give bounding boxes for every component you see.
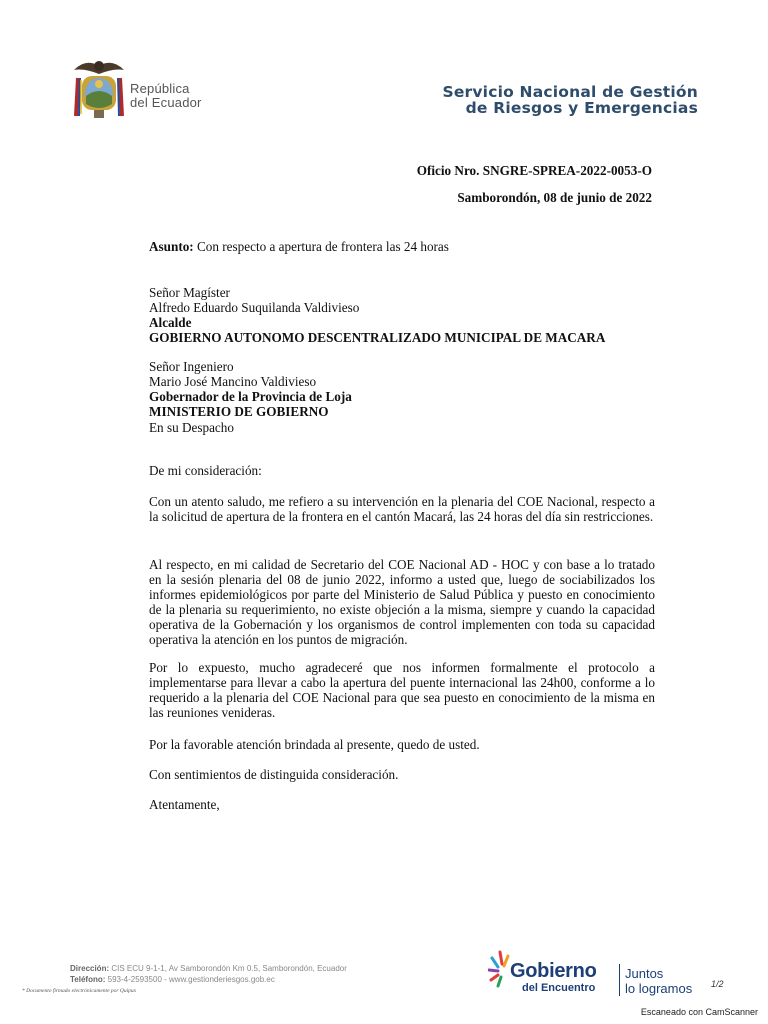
agency-name-line2: de Riesgos y Emergencias: [465, 99, 698, 117]
recipient1-title: Señor Magíster: [149, 285, 230, 300]
paragraph-3: Por lo expuesto, mucho agradeceré que nos informen formalmente el protocolo a implementarse para llevar a cabo la apertura del puente internacional las 24h00, conforme a lo requerido a la plenaria del COE Nacional para que sea puesto en conocimiento de la misma en las reuniones venideras.: [149, 660, 655, 720]
recipient2-title: Señor Ingeniero: [149, 359, 234, 374]
paragraph-1: Con un atento saludo, me refiero a su intervención en la plenaria del COE Nacional, respecto a la solicitud de apertura de la frontera en el cantón Macará, las 24 horas del día sin restricciones.: [149, 494, 655, 524]
address-label: Dirección:: [70, 964, 110, 973]
camscanner-watermark: Escaneado con CamScanner: [640, 1007, 758, 1017]
greeting: De mi consideración:: [149, 463, 262, 478]
subject-label: Asunto:: [149, 239, 194, 254]
electronic-signature-note: * Documento firmado electrónicamente por Quipux: [22, 988, 137, 994]
subject-line: [149, 239, 449, 254]
recipient2-dispatch: En su Despacho: [149, 420, 234, 435]
recipient1-role: Alcalde: [149, 315, 192, 330]
footer-address: [70, 964, 347, 973]
page-number: 1/2: [711, 979, 724, 989]
lo-logramos-line: lo logramos: [625, 981, 693, 996]
gobierno-word: Gobierno: [510, 960, 597, 982]
subject-text: Con respecto a apertura de frontera las 24 horas: [193, 239, 449, 254]
footer-phone: [70, 975, 275, 984]
paragraph-2: Al respecto, en mi calidad de Secretario del COE Nacional AD - HOC y con base a lo tratado en la sesión plenaria del 08 de junio 2022, informo a usted que, luego de sociabilizados los informes epidemiológicos por parte del Ministerio de Salud Pública y puesto en conocimiento de la plenaria su requerimiento, no existe objeción a la misma, siempre y cuando la capacidad operativa de la Gobernación y los organismos de control implementen con toda su capacidad operativa la atención en los puntos de migración.: [149, 557, 655, 647]
logo-divider: [619, 964, 620, 996]
paragraph-4: Por la favorable atención brindada al presente, quedo de usted.: [149, 737, 480, 752]
agency-name-line1: Servicio Nacional de Gestión: [442, 83, 698, 101]
gobierno-burst-icon: [488, 950, 512, 990]
place-date: Samborondón, 08 de junio de 2022: [457, 190, 652, 205]
address-text: CIS ECU 9-1-1, Av Samborondón Km 0.5, Samborondón, Ecuador: [109, 964, 347, 973]
closing: Atentamente,: [149, 797, 220, 812]
recipient2-org: MINISTERIO DE GOBIERNO: [149, 404, 329, 419]
recipient2-name: Mario José Mancino Valdivieso: [149, 374, 317, 389]
phone-text: 593-4-2593500 - www.gestionderiesgos.gob.ec: [105, 975, 275, 984]
paragraph-5: Con sentimientos de distinguida consideración.: [149, 767, 399, 782]
recipient2-role: Gobernador de la Provincia de Loja: [149, 389, 352, 404]
ecuador-coat-of-arms-icon: [70, 56, 128, 122]
republica-ecuador-logo: [70, 56, 230, 122]
del-encuentro-word: del Encuentro: [522, 982, 596, 994]
oficio-number: Oficio Nro. SNGRE-SPREA-2022-0053-O: [416, 163, 652, 178]
gobierno-encuentro-logo: [488, 944, 708, 1000]
phone-label: Teléfono:: [70, 975, 106, 984]
recipient1-org: GOBIERNO AUTONOMO DESCENTRALIZADO MUNICIPAL DE MACARA: [149, 330, 606, 345]
del-ecuador-line: del Ecuador: [130, 95, 202, 110]
recipient1-name: Alfredo Eduardo Suquilanda Valdivieso: [149, 300, 360, 315]
republica-line: República: [130, 81, 190, 96]
juntos-line: Juntos: [625, 966, 664, 981]
